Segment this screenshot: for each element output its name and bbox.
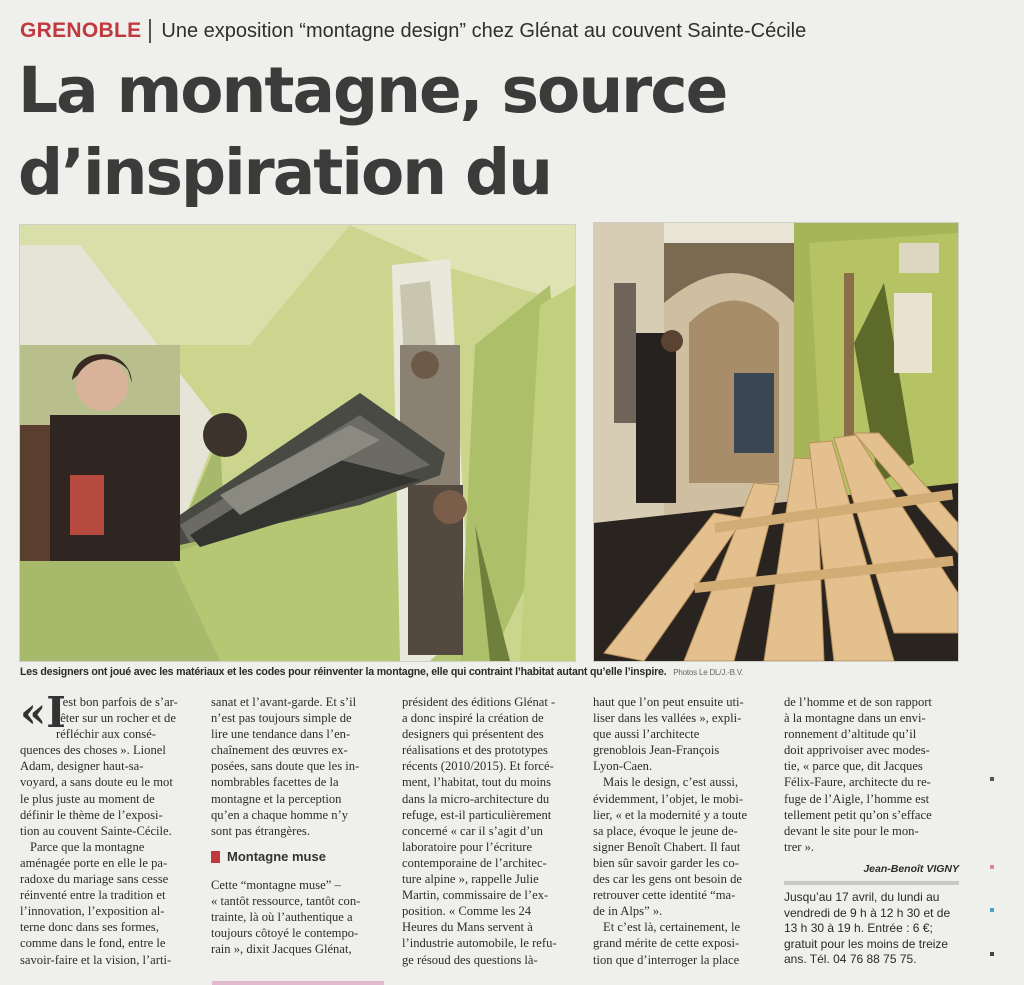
text-line: grenoblois Jean-François (593, 743, 720, 758)
text-line: Et c’est là, certainement, le (603, 920, 741, 935)
text-line: réalisations et des prototypes (402, 743, 548, 758)
text-line: Félix-Faure, architecte du re- (784, 775, 931, 790)
info-line: Jusqu’au 17 avril, du lundi au (784, 890, 940, 905)
text-line: designers qui présentent des (402, 727, 544, 742)
article-column-5 (784, 694, 959, 968)
color-bar (212, 981, 384, 985)
photo-credit: Photos Le DL/J.-B.V. (673, 668, 744, 677)
text-line: toujours côtoyé le contempo- (211, 926, 359, 941)
text-line: concerné « car il s’agit d’un (402, 823, 543, 838)
photo-wooden-benches (593, 222, 959, 662)
text-line: Adam, designer haut-sa- (20, 759, 144, 774)
article-column-2 (211, 694, 386, 957)
text-line: Cette “montagne muse” – (211, 877, 341, 892)
text-line: retrouver cette identité “ma- (593, 888, 736, 903)
headline-line: La montagne, source (18, 54, 727, 127)
paragraph (593, 694, 768, 774)
paragraph (593, 774, 768, 919)
article-column-3 (402, 694, 577, 968)
text-line: radoxe du mariage sans cesse (20, 872, 169, 887)
text-line: sa place, évoque le jeune de- (593, 823, 738, 838)
text-line: dans la micro-architecture du (402, 791, 550, 806)
kicker-subtitle: Une exposition “montagne design” chez Glénat au couvent Sainte-Cécile (161, 19, 807, 42)
text-line: sanat et l’avant-garde. Et s’il (211, 695, 357, 709)
registration-dot (990, 777, 994, 781)
text-line: tie, « parce que, dit Jacques (784, 759, 923, 774)
text-line: de in Alps” ». (593, 904, 663, 919)
text-line: terne donc dans ses formes, (20, 920, 159, 935)
photo-illustration (20, 225, 575, 661)
photo-caption (20, 666, 1010, 678)
article-column-1 (20, 688, 198, 968)
text-line: le plus juste au moment de (20, 791, 155, 806)
paragraph (211, 877, 386, 957)
text-line: rain », dixit Jacques Glénat, (211, 942, 352, 957)
text-line: l est bon parfois de s’ar- (56, 695, 178, 709)
text-line: des car les gens ont besoin de (593, 872, 742, 887)
text-line: laboratoire pour l’écriture (402, 839, 533, 854)
text-line: Heures du Mans servent à (402, 920, 533, 935)
text-line: montagne et la perception (211, 791, 342, 806)
text-line: que aussi l’architecte (593, 727, 700, 742)
text-line: ge résoud des questions là- (402, 952, 538, 967)
text-line: tion au couvent Sainte-Cécile. (20, 823, 172, 838)
text-line: ture alpine », rappelle Julie (402, 872, 539, 887)
text-line: président des éditions Glénat - (402, 695, 556, 709)
paragraph (593, 919, 768, 967)
kicker (20, 16, 806, 46)
text-line: grand mérite de cette exposi- (593, 936, 740, 951)
text-line: Mais le design, c’est aussi, (603, 775, 739, 790)
text-line: trainte, là où l’authentique a (211, 910, 353, 925)
text-line: savoir-faire et la vision, l’arti- (20, 952, 172, 967)
subhead-marker (211, 851, 220, 863)
text-line: signer Benoît Chabert. Il faut (593, 839, 741, 854)
text-line: tellement petit qu’on s’efface (784, 807, 932, 822)
text-line: réfléchir aux consé- (56, 727, 156, 742)
subhead-text: Montagne muse (227, 848, 326, 864)
info-line: ans. Tél. 04 76 88 75 75. (784, 952, 917, 967)
text-line: a donc inspiré la création de (402, 711, 544, 726)
info-line: 13 h 30 à 19 h. Entrée : 6 €; (784, 921, 933, 936)
text-line: l’industrie automobile, le refu- (402, 936, 557, 951)
text-line: nombrables facettes de la (211, 775, 339, 790)
text-line: chaînement des œuvres ex- (211, 743, 348, 758)
photo-illustration (594, 223, 958, 661)
text-line: lier, « et la modernité y a toute (593, 807, 748, 822)
caption-text: Les designers ont joué avec les matériaux et les codes pour réinventer la montagne, elle qui contraint l’habitat autant qu’elle l’inspire. (20, 666, 667, 678)
photo-exhibition-sculpture (19, 224, 576, 662)
text-line: rêter sur un rocher et de (56, 711, 176, 726)
paragraph (211, 694, 386, 839)
headline-line: d’inspiration du (18, 136, 551, 209)
kicker-location: GRENOBLE (20, 19, 142, 42)
text-line: Martin, commissaire de l’ex- (402, 888, 549, 903)
text-line: bien sûr savoir garder les co- (593, 855, 739, 870)
text-line: sont pas étrangères. (211, 823, 310, 838)
text-line: position. « Comme les 24 (402, 904, 532, 919)
text-line: n’est pas toujours simple de (211, 711, 352, 726)
section-subhead (211, 849, 386, 865)
text-line: tion que d’interroger la place (593, 952, 740, 967)
text-line: Parce que la montagne (30, 839, 145, 854)
text-line: doit apprivoiser avec modes- (784, 743, 930, 758)
text-line: trer ». (784, 839, 815, 854)
text-line: définir le thème de l’exposi- (20, 807, 163, 822)
text-line: à la montagne dans un envi- (784, 711, 926, 726)
info-line: gratuit pour les moins de treize (784, 936, 949, 951)
drop-cap: «I (20, 688, 66, 737)
text-line: contemporaine de l’architec- (402, 855, 547, 870)
text-line: récents (2010/2015). Et forcé- (402, 759, 554, 774)
lead-paragraph (20, 688, 198, 839)
registration-dot (990, 865, 994, 869)
text-line: lire une tendance dans l’en- (211, 727, 351, 742)
text-line: aménagée porte en elle le pa- (20, 855, 168, 870)
text-line: ment, l’habitat, tout du moins (402, 775, 552, 790)
practical-info (784, 890, 959, 968)
text-line: « tantôt ressource, tantôt con- (211, 894, 361, 909)
paragraph (20, 839, 198, 968)
text-line: liser dans les vallées », expli- (593, 711, 742, 726)
registration-dot (990, 952, 994, 956)
text-line: quences des choses ». Lionel (20, 743, 166, 758)
text-line: ronnement d’altitude qu’il (784, 727, 917, 742)
text-line: de l’homme et de son rapport (784, 695, 932, 709)
text-line: posées, sans doute que les in- (211, 759, 360, 774)
kicker-separator (149, 19, 151, 43)
registration-dot (990, 908, 994, 912)
text-line: haut que l’on peut ensuite uti- (593, 695, 744, 709)
info-line: vendredi de 9 h à 12 h 30 et de (784, 905, 951, 920)
byline: Jean-Benoît VIGNY (784, 861, 959, 885)
text-line: devant le site pour le mon- (784, 823, 919, 838)
text-line: Lyon-Caen. (593, 759, 653, 774)
text-line: fuge de l’Aigle, l’homme est (784, 791, 930, 806)
text-line: voyard, a sans doute eu le mot (20, 775, 173, 790)
text-line: réinventé entre la tradition et (20, 888, 166, 903)
text-line: évidemment, l’objet, le mobi- (593, 791, 744, 806)
text-line: comme dans le fond, entre le (20, 936, 166, 951)
text-line: l’innovation, l’exposition al- (20, 904, 165, 919)
text-line: qu’en a chaque homme n’y (211, 807, 349, 822)
text-line: refuge, est-il particulièrement (402, 807, 552, 822)
article-column-4 (593, 694, 768, 968)
